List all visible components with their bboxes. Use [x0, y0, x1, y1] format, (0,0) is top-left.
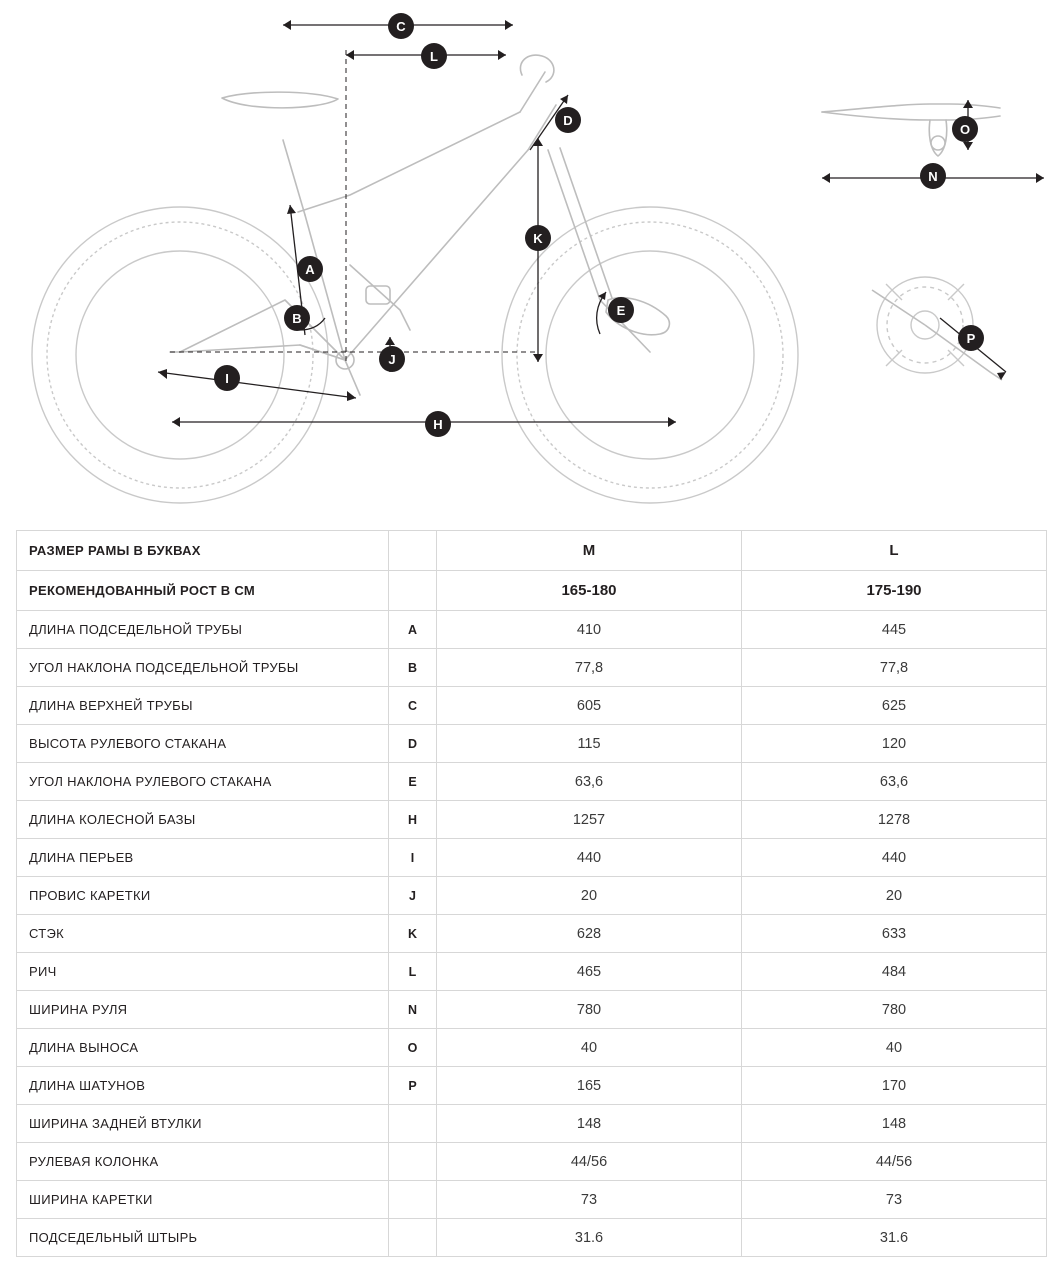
row-value-l: 31.6 — [742, 1219, 1047, 1257]
callout-badge-O: O — [952, 116, 978, 142]
row-letter: E — [389, 763, 437, 801]
callout-badge-P: P — [958, 325, 984, 351]
row-label: ДЛИНА ВЫНОСА — [17, 1029, 389, 1067]
table-row — [17, 1029, 1047, 1067]
callout-badge-J: J — [379, 346, 405, 372]
row-letter: I — [389, 839, 437, 877]
row-value-m: 115 — [437, 725, 742, 763]
row-label: УГОЛ НАКЛОНА ПОДСЕДЕЛЬНОЙ ТРУБЫ — [17, 649, 389, 687]
row-value-l: 780 — [742, 991, 1047, 1029]
table-row — [17, 991, 1047, 1029]
row-letter: L — [389, 953, 437, 991]
row-value-l: 20 — [742, 877, 1047, 915]
callout-badge-I: I — [214, 365, 240, 391]
table-row — [17, 649, 1047, 687]
row-value-m: 780 — [437, 991, 742, 1029]
row-value-l: 445 — [742, 611, 1047, 649]
row-value-m: 165-180 — [437, 571, 742, 611]
row-letter: H — [389, 801, 437, 839]
callout-badge-N: N — [920, 163, 946, 189]
table-row — [17, 571, 1047, 611]
bike-drawing-svg — [0, 0, 1062, 530]
row-letter — [389, 1105, 437, 1143]
row-value-l: 77,8 — [742, 649, 1047, 687]
row-letter — [389, 571, 437, 611]
row-value-l: L — [742, 531, 1047, 571]
row-value-m: 63,6 — [437, 763, 742, 801]
row-value-m: 465 — [437, 953, 742, 991]
row-label: УГОЛ НАКЛОНА РУЛЕВОГО СТАКАНА — [17, 763, 389, 801]
table-row — [17, 531, 1047, 571]
table-row — [17, 611, 1047, 649]
table-row — [17, 801, 1047, 839]
row-label: ШИРИНА РУЛЯ — [17, 991, 389, 1029]
row-value-m: 44/56 — [437, 1143, 742, 1181]
callout-badge-L: L — [421, 43, 447, 69]
row-label: ПРОВИС КАРЕТКИ — [17, 877, 389, 915]
row-value-l: 148 — [742, 1105, 1047, 1143]
row-letter: P — [389, 1067, 437, 1105]
table-row — [17, 1143, 1047, 1181]
row-label: РУЛЕВАЯ КОЛОНКА — [17, 1143, 389, 1181]
table-row — [17, 687, 1047, 725]
table-row — [17, 953, 1047, 991]
table-row — [17, 1181, 1047, 1219]
table-row — [17, 915, 1047, 953]
row-label: ПОДСЕДЕЛЬНЫЙ ШТЫРЬ — [17, 1219, 389, 1257]
row-value-m: 410 — [437, 611, 742, 649]
row-value-m: M — [437, 531, 742, 571]
row-letter — [389, 531, 437, 571]
row-letter: D — [389, 725, 437, 763]
row-value-l: 40 — [742, 1029, 1047, 1067]
row-value-m: 440 — [437, 839, 742, 877]
row-value-l: 170 — [742, 1067, 1047, 1105]
row-label: ДЛИНА ПЕРЬЕВ — [17, 839, 389, 877]
callout-badge-D: D — [555, 107, 581, 133]
row-letter: K — [389, 915, 437, 953]
table-row — [17, 1219, 1047, 1257]
table-row — [17, 839, 1047, 877]
table-row — [17, 1067, 1047, 1105]
callout-badge-H: H — [425, 411, 451, 437]
geometry-table — [16, 530, 1047, 1257]
row-letter: N — [389, 991, 437, 1029]
row-value-l: 1278 — [742, 801, 1047, 839]
row-label: ВЫСОТА РУЛЕВОГО СТАКАНА — [17, 725, 389, 763]
row-value-l: 175-190 — [742, 571, 1047, 611]
row-value-l: 633 — [742, 915, 1047, 953]
row-value-l: 73 — [742, 1181, 1047, 1219]
row-letter — [389, 1219, 437, 1257]
row-value-m: 165 — [437, 1067, 742, 1105]
table-row — [17, 1105, 1047, 1143]
row-value-m: 628 — [437, 915, 742, 953]
row-label: ДЛИНА КОЛЕСНОЙ БАЗЫ — [17, 801, 389, 839]
row-value-m: 20 — [437, 877, 742, 915]
table-row — [17, 877, 1047, 915]
row-value-m: 73 — [437, 1181, 742, 1219]
bike-geometry-diagram — [0, 0, 1062, 530]
row-letter: B — [389, 649, 437, 687]
row-value-m: 77,8 — [437, 649, 742, 687]
callout-badge-E: E — [608, 297, 634, 323]
row-letter: J — [389, 877, 437, 915]
callout-badge-C: C — [388, 13, 414, 39]
row-letter: A — [389, 611, 437, 649]
row-label: СТЭК — [17, 915, 389, 953]
row-value-l: 63,6 — [742, 763, 1047, 801]
row-value-m: 1257 — [437, 801, 742, 839]
table-row — [17, 725, 1047, 763]
row-value-m: 40 — [437, 1029, 742, 1067]
row-label: ДЛИНА ПОДСЕДЕЛЬНОЙ ТРУБЫ — [17, 611, 389, 649]
table-row — [17, 763, 1047, 801]
callout-badge-K: K — [525, 225, 551, 251]
row-letter: C — [389, 687, 437, 725]
row-label: РАЗМЕР РАМЫ В БУКВАХ — [17, 531, 389, 571]
row-label: РЕКОМЕНДОВАННЫЙ РОСТ В СМ — [17, 571, 389, 611]
row-label: РИЧ — [17, 953, 389, 991]
row-value-l: 625 — [742, 687, 1047, 725]
geometry-table-wrap — [0, 530, 1062, 1257]
row-value-l: 484 — [742, 953, 1047, 991]
row-letter — [389, 1143, 437, 1181]
row-label: ШИРИНА КАРЕТКИ — [17, 1181, 389, 1219]
row-letter: O — [389, 1029, 437, 1067]
row-label: ШИРИНА ЗАДНЕЙ ВТУЛКИ — [17, 1105, 389, 1143]
row-value-m: 31.6 — [437, 1219, 742, 1257]
row-value-m: 148 — [437, 1105, 742, 1143]
row-value-m: 605 — [437, 687, 742, 725]
row-value-l: 120 — [742, 725, 1047, 763]
row-label: ДЛИНА ШАТУНОВ — [17, 1067, 389, 1105]
row-value-l: 440 — [742, 839, 1047, 877]
row-value-l: 44/56 — [742, 1143, 1047, 1181]
row-letter — [389, 1181, 437, 1219]
row-label: ДЛИНА ВЕРХНЕЙ ТРУБЫ — [17, 687, 389, 725]
callout-badge-A: A — [297, 256, 323, 282]
callout-badge-B: B — [284, 305, 310, 331]
